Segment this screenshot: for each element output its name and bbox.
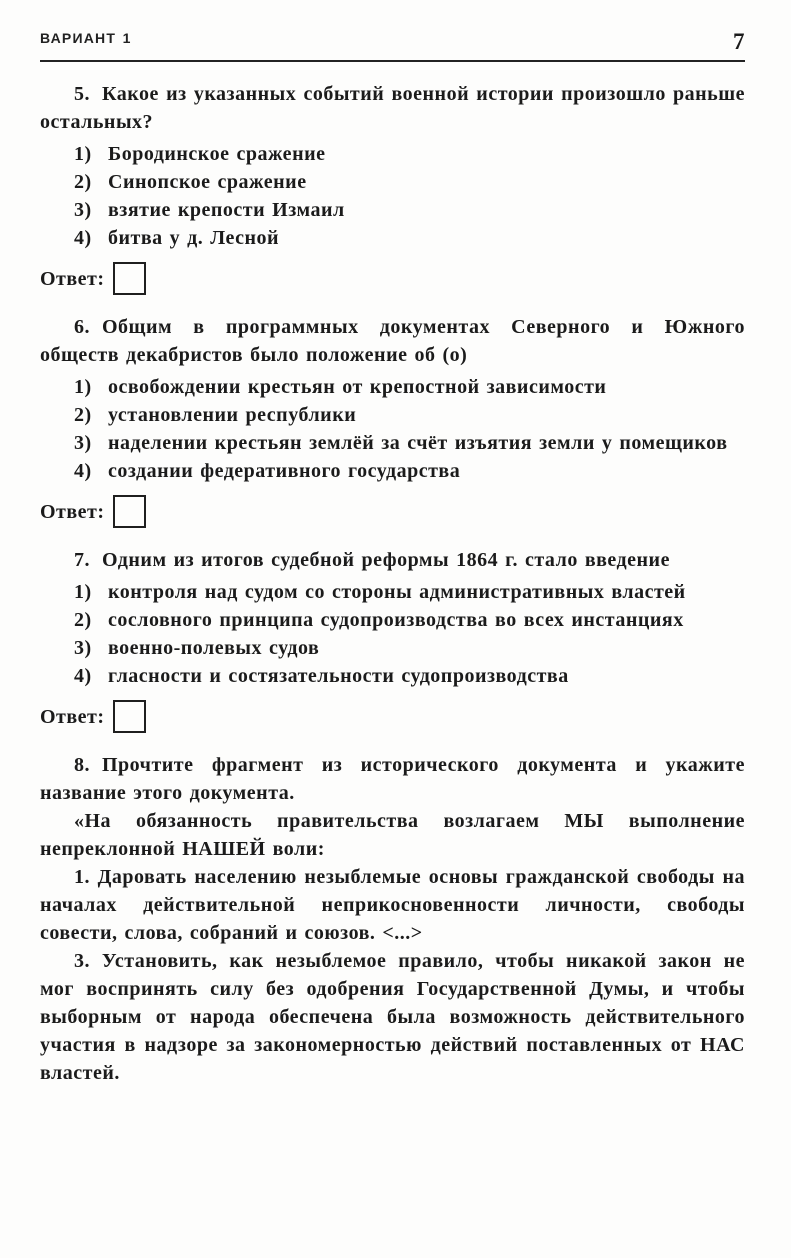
question-7-body: Одним из итогов судебной реформы 1864 г. стало введение [102,549,670,571]
question-7 [40,546,745,733]
option-text: взятие крепости Измаил [108,199,345,221]
option-number: 2) [74,609,92,631]
answer-box-q5[interactable] [113,262,146,295]
question-6 [40,313,745,528]
option-number: 2) [74,404,92,426]
answer-box-q6[interactable] [113,495,146,528]
option [40,373,745,401]
answer-label: Ответ: [40,267,105,290]
option-text: наделении крестьян землёй за счёт изъятия земли у помещиков [108,432,728,454]
answer-label: Ответ: [40,500,105,523]
option-number: 4) [74,460,92,482]
option [40,578,745,606]
page-header [40,24,745,62]
document-paragraph: «На обязанность правительства возлагаем МЫ выполнение непреклонной НАШЕЙ воли: [40,810,745,860]
option [40,457,745,485]
question-8-text [40,751,745,807]
answer-row-q6 [40,495,745,528]
answer-row-q7 [40,700,745,733]
option-text: военно-полевых судов [108,637,320,659]
option-number: 4) [74,227,92,249]
variant-label: ВАРИАНТ 1 [40,30,132,46]
question-8-number: 8. [74,754,90,776]
question-5 [40,80,745,295]
document-paragraph: 1. Даровать населению незыблемые основы гражданской свободы на началах действительной неприкосновенности личности, свободы совести, слова, собраний и союзов. <...> [40,866,745,944]
question-5-body: Какое из указанных событий военной истории произошло раньше остальных? [40,83,745,133]
option-number: 1) [74,581,92,603]
question-6-number: 6. [74,316,90,338]
option [40,196,745,224]
document-paragraph: 3. Установить, как незыблемое правило, чтобы никакой закон не мог воспринять силу без одобрения Государственной Думы, и чтобы выборным от народа обеспечена была возможность действительного участия в надзоре за закономерностью действий поставленных от НАС властей. [40,950,745,1084]
question-5-number: 5. [74,83,90,105]
option-number: 1) [74,143,92,165]
answer-row-q5 [40,262,745,295]
question-6-body: Общим в программных документах Северного и Южного обществ декабристов было положение об (о) [40,316,745,366]
option-text: гласности и состязательности судопроизводства [108,665,569,687]
option-number: 3) [74,432,92,454]
option-text: Бородинское сражение [108,143,326,165]
question-7-options [40,578,745,690]
option [40,662,745,690]
page-number: 7 [733,29,745,54]
option [40,140,745,168]
question-8 [40,751,745,1087]
question-7-text [40,546,745,574]
option-text: сословного принципа судопроизводства во всех инстанциях [108,609,684,631]
option-text: создании федеративного государства [108,460,461,482]
question-8-body: Прочтите фрагмент из исторического документа и укажите название этого документа. [40,754,745,804]
option-text: битва у д. Лесной [108,227,280,249]
option-text: установлении республики [108,404,357,426]
option-text: Синопское сражение [108,171,307,193]
question-6-text [40,313,745,369]
option [40,429,745,457]
option-number: 3) [74,199,92,221]
option [40,634,745,662]
option [40,224,745,252]
option-text: освобождении крестьян от крепостной зависимости [108,376,607,398]
question-5-options [40,140,745,252]
option-number: 1) [74,376,92,398]
option [40,168,745,196]
question-6-options [40,373,745,485]
option [40,401,745,429]
option-text: контроля над судом со стороны административных властей [108,581,686,603]
answer-box-q7[interactable] [113,700,146,733]
option-number: 4) [74,665,92,687]
option [40,606,745,634]
option-number: 2) [74,171,92,193]
question-7-number: 7. [74,549,90,571]
option-number: 3) [74,637,92,659]
answer-label: Ответ: [40,705,105,728]
question-5-text [40,80,745,136]
